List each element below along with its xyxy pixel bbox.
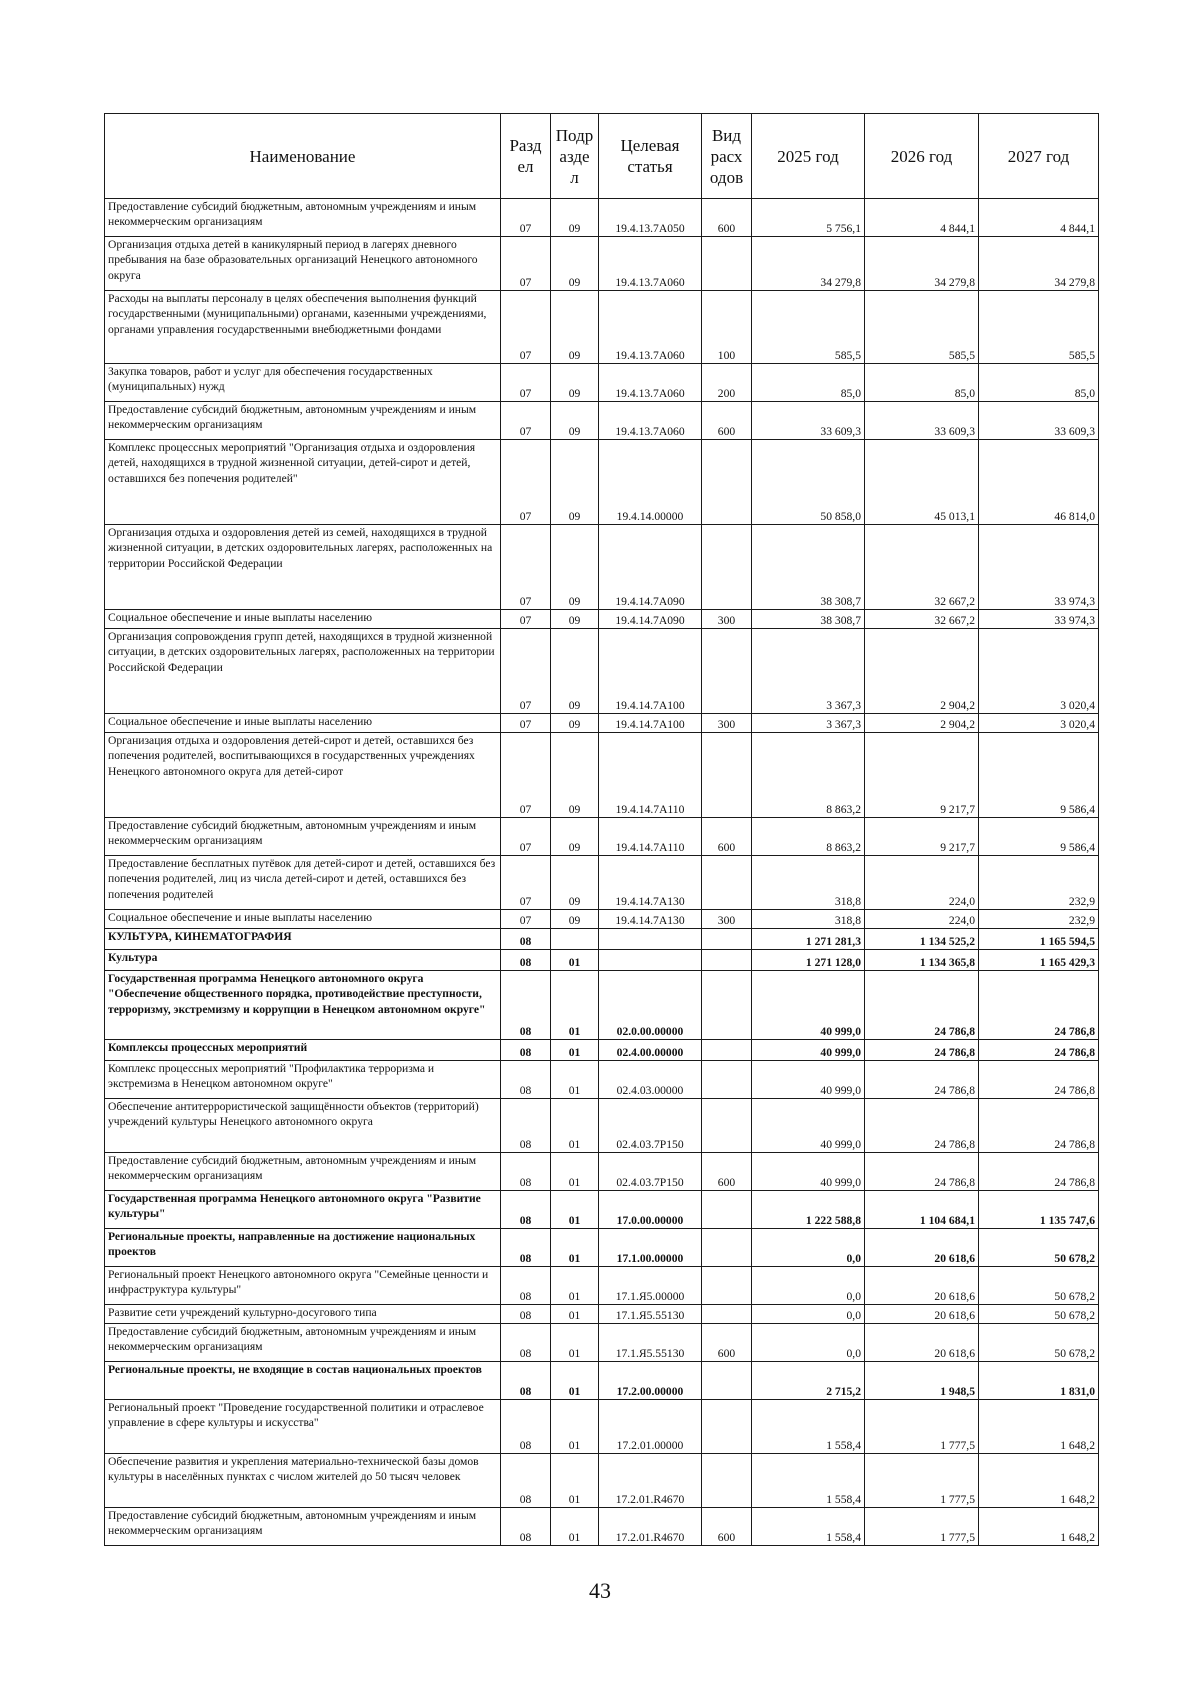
row-expense-type: 600 (702, 199, 752, 237)
row-subsection: 09 (551, 291, 599, 364)
row-name: Социальное обеспечение и иные выплаты населению (105, 610, 501, 629)
row-value-2025: 8 863,2 (752, 818, 865, 856)
row-value-2025: 8 863,2 (752, 733, 865, 818)
row-expense-type: 300 (702, 610, 752, 629)
table-row (105, 291, 1099, 364)
row-subsection: 09 (551, 610, 599, 629)
row-target-article: 19.4.13.7А060 (599, 291, 702, 364)
row-expense-type (702, 1191, 752, 1229)
row-expense-type: 600 (702, 1508, 752, 1546)
row-value-2027: 9 586,4 (979, 818, 1099, 856)
row-section: 08 (501, 1454, 551, 1508)
row-value-2026: 1 134 525,2 (865, 929, 979, 950)
row-expense-type: 600 (702, 1153, 752, 1191)
table-header-row (105, 114, 1099, 199)
row-value-2027: 24 786,8 (979, 1099, 1099, 1153)
row-expense-type (702, 1305, 752, 1324)
row-value-2025: 1 558,4 (752, 1400, 865, 1454)
table-row (105, 199, 1099, 237)
row-name: Региональный проект Ненецкого автономного округа "Семейные ценности и инфраструктура культуры" (105, 1267, 501, 1305)
header-year-2025: 2025 год (752, 114, 865, 199)
row-expense-type: 300 (702, 714, 752, 733)
row-subsection: 01 (551, 1191, 599, 1229)
row-section: 07 (501, 364, 551, 402)
row-target-article: 02.4.00.00000 (599, 1040, 702, 1061)
row-target-article: 19.4.14.7А100 (599, 714, 702, 733)
table-row (105, 1153, 1099, 1191)
row-value-2025: 40 999,0 (752, 1061, 865, 1099)
row-subsection: 09 (551, 199, 599, 237)
header-expense-type: Вид расх одов (702, 114, 752, 199)
table-row (105, 1508, 1099, 1546)
row-target-article: 19.4.13.7А060 (599, 402, 702, 440)
row-expense-type (702, 856, 752, 910)
row-value-2027: 585,5 (979, 291, 1099, 364)
row-target-article: 19.4.13.7А060 (599, 237, 702, 291)
row-subsection: 01 (551, 1267, 599, 1305)
row-value-2027: 24 786,8 (979, 1153, 1099, 1191)
row-value-2026: 1 777,5 (865, 1508, 979, 1546)
row-expense-type: 200 (702, 364, 752, 402)
row-value-2025: 3 367,3 (752, 714, 865, 733)
row-name: Организация отдыха и оздоровления детей-сирот и детей, оставшихся без попечения родителей, воспитывающихся в государственных учреждениях Ненецкого автономного округа для детей-сирот (105, 733, 501, 818)
row-subsection: 09 (551, 629, 599, 714)
row-target-article: 17.1.Я5.00000 (599, 1267, 702, 1305)
table-row (105, 950, 1099, 971)
row-value-2025: 318,8 (752, 910, 865, 929)
table-row (105, 1191, 1099, 1229)
row-subsection: 09 (551, 714, 599, 733)
row-subsection: 01 (551, 1362, 599, 1400)
row-value-2027: 24 786,8 (979, 1061, 1099, 1099)
table-row (105, 1040, 1099, 1061)
row-target-article: 19.4.14.7А110 (599, 818, 702, 856)
row-subsection: 09 (551, 525, 599, 610)
table-row (105, 1362, 1099, 1400)
row-subsection: 01 (551, 1061, 599, 1099)
row-value-2027: 9 586,4 (979, 733, 1099, 818)
row-expense-type (702, 1061, 752, 1099)
row-value-2026: 24 786,8 (865, 1099, 979, 1153)
budget-table (104, 113, 1099, 1546)
row-name: Организация отдыха детей в каникулярный период в лагерях дневного пребывания на базе образовательных организаций Ненецкого автономного округа (105, 237, 501, 291)
table-row (105, 856, 1099, 910)
row-name: Государственная программа Ненецкого автономного округа "Обеспечение общественного порядка, противодействие преступности, терроризму, экстремизму и коррупции в Ненецком автономном округе" (105, 971, 501, 1040)
row-name: Предоставление субсидий бюджетным, автономным учреждениям и иным некоммерческим организациям (105, 818, 501, 856)
row-name: Социальное обеспечение и иные выплаты населению (105, 910, 501, 929)
row-subsection (551, 929, 599, 950)
row-section: 07 (501, 402, 551, 440)
row-value-2027: 232,9 (979, 856, 1099, 910)
row-value-2026: 224,0 (865, 910, 979, 929)
row-section: 08 (501, 1305, 551, 1324)
row-name: Предоставление субсидий бюджетным, автономным учреждениям и иным некоммерческим организациям (105, 1508, 501, 1546)
table-row (105, 714, 1099, 733)
row-name: Комплексы процессных мероприятий (105, 1040, 501, 1061)
row-value-2025: 40 999,0 (752, 971, 865, 1040)
table-row (105, 1267, 1099, 1305)
row-name: Предоставление субсидий бюджетным, автономным учреждениям и иным некоммерческим организациям (105, 199, 501, 237)
table-row (105, 610, 1099, 629)
row-target-article: 19.4.14.00000 (599, 440, 702, 525)
row-value-2025: 1 271 281,3 (752, 929, 865, 950)
row-target-article: 17.2.00.00000 (599, 1362, 702, 1400)
row-target-article: 02.0.00.00000 (599, 971, 702, 1040)
header-section: Разд ел (501, 114, 551, 199)
row-target-article: 19.4.14.7А100 (599, 629, 702, 714)
row-target-article (599, 929, 702, 950)
table-row (105, 1305, 1099, 1324)
table-row (105, 910, 1099, 929)
row-subsection: 09 (551, 818, 599, 856)
table-row (105, 733, 1099, 818)
row-value-2025: 318,8 (752, 856, 865, 910)
row-value-2025: 3 367,3 (752, 629, 865, 714)
row-target-article: 19.4.14.7А090 (599, 610, 702, 629)
row-expense-type (702, 1362, 752, 1400)
row-value-2027: 33 974,3 (979, 610, 1099, 629)
header-name: Наименование (105, 114, 501, 199)
row-value-2025: 2 715,2 (752, 1362, 865, 1400)
row-target-article: 19.4.14.7А090 (599, 525, 702, 610)
row-section: 08 (501, 1229, 551, 1267)
row-name: Предоставление субсидий бюджетным, автономным учреждениям и иным некоммерческим организациям (105, 402, 501, 440)
row-name: Обеспечение антитеррористической защищённости объектов (территорий) учреждений культуры Ненецкого автономного округа (105, 1099, 501, 1153)
row-expense-type (702, 929, 752, 950)
row-section: 07 (501, 733, 551, 818)
row-expense-type: 600 (702, 1324, 752, 1362)
row-expense-type (702, 1400, 752, 1454)
row-subsection: 01 (551, 1324, 599, 1362)
row-value-2027: 232,9 (979, 910, 1099, 929)
row-value-2025: 1 558,4 (752, 1454, 865, 1508)
row-value-2027: 3 020,4 (979, 714, 1099, 733)
row-name: Социальное обеспечение и иные выплаты населению (105, 714, 501, 733)
row-expense-type: 600 (702, 402, 752, 440)
row-expense-type: 300 (702, 910, 752, 929)
row-value-2026: 224,0 (865, 856, 979, 910)
row-section: 08 (501, 929, 551, 950)
row-subsection: 09 (551, 237, 599, 291)
row-value-2025: 0,0 (752, 1229, 865, 1267)
header-subsection: Подр азде л (551, 114, 599, 199)
row-value-2027: 46 814,0 (979, 440, 1099, 525)
row-value-2027: 1 165 429,3 (979, 950, 1099, 971)
row-name: КУЛЬТУРА, КИНЕМАТОГРАФИЯ (105, 929, 501, 950)
row-value-2027: 34 279,8 (979, 237, 1099, 291)
row-expense-type: 100 (702, 291, 752, 364)
row-value-2025: 0,0 (752, 1324, 865, 1362)
row-value-2025: 34 279,8 (752, 237, 865, 291)
row-name: Комплекс процессных мероприятий "Организация отдыха и оздоровления детей, находящихся в трудной жизненной ситуации, детей-сирот и детей, оставшихся без попечения родителей" (105, 440, 501, 525)
row-value-2026: 9 217,7 (865, 818, 979, 856)
row-value-2025: 38 308,7 (752, 525, 865, 610)
table-row (105, 629, 1099, 714)
row-subsection: 09 (551, 402, 599, 440)
row-name: Предоставление субсидий бюджетным, автономным учреждениям и иным некоммерческим организациям (105, 1153, 501, 1191)
table-row (105, 1454, 1099, 1508)
row-value-2025: 1 558,4 (752, 1508, 865, 1546)
row-subsection: 09 (551, 440, 599, 525)
row-value-2026: 1 948,5 (865, 1362, 979, 1400)
row-value-2025: 40 999,0 (752, 1153, 865, 1191)
row-value-2027: 1 165 594,5 (979, 929, 1099, 950)
row-value-2026: 32 667,2 (865, 610, 979, 629)
row-expense-type (702, 1229, 752, 1267)
row-expense-type (702, 1267, 752, 1305)
row-section: 07 (501, 714, 551, 733)
row-subsection: 01 (551, 1099, 599, 1153)
row-name: Обеспечение развития и укрепления материально-технической базы домов культуры в населённых пунктах с числом жителей до 50 тысяч человек (105, 1454, 501, 1508)
row-section: 07 (501, 818, 551, 856)
row-subsection: 01 (551, 1454, 599, 1508)
row-value-2026: 24 786,8 (865, 1061, 979, 1099)
table-row (105, 440, 1099, 525)
row-target-article: 02.4.03.7Р150 (599, 1153, 702, 1191)
row-value-2027: 1 648,2 (979, 1454, 1099, 1508)
row-section: 08 (501, 1061, 551, 1099)
row-expense-type (702, 525, 752, 610)
row-name: Комплекс процессных мероприятий "Профилактика терроризма и экстремизма в Ненецком автономном округе" (105, 1061, 501, 1099)
header-year-2027: 2027 год (979, 114, 1099, 199)
row-subsection: 01 (551, 1305, 599, 1324)
row-value-2026: 45 013,1 (865, 440, 979, 525)
row-value-2025: 585,5 (752, 291, 865, 364)
table-row (105, 1229, 1099, 1267)
row-name: Региональные проекты, направленные на достижение национальных проектов (105, 1229, 501, 1267)
row-value-2025: 0,0 (752, 1305, 865, 1324)
row-value-2026: 2 904,2 (865, 629, 979, 714)
table-row (105, 1061, 1099, 1099)
row-value-2027: 33 609,3 (979, 402, 1099, 440)
table-row (105, 971, 1099, 1040)
row-value-2026: 1 104 684,1 (865, 1191, 979, 1229)
row-value-2025: 1 222 588,8 (752, 1191, 865, 1229)
row-expense-type: 600 (702, 818, 752, 856)
row-target-article: 19.4.14.7А110 (599, 733, 702, 818)
row-name: Культура (105, 950, 501, 971)
row-subsection: 09 (551, 364, 599, 402)
row-value-2026: 20 618,6 (865, 1229, 979, 1267)
row-name: Государственная программа Ненецкого автономного округа "Развитие культуры" (105, 1191, 501, 1229)
row-expense-type (702, 1099, 752, 1153)
row-section: 08 (501, 971, 551, 1040)
row-name: Закупка товаров, работ и услуг для обеспечения государственных (муниципальных) нужд (105, 364, 501, 402)
row-value-2026: 20 618,6 (865, 1305, 979, 1324)
row-value-2026: 1 777,5 (865, 1454, 979, 1508)
row-value-2027: 50 678,2 (979, 1267, 1099, 1305)
row-section: 07 (501, 610, 551, 629)
row-subsection: 01 (551, 971, 599, 1040)
row-section: 08 (501, 1324, 551, 1362)
row-section: 07 (501, 199, 551, 237)
row-section: 08 (501, 1362, 551, 1400)
row-name: Организация отдыха и оздоровления детей из семей, находящихся в трудной жизненной ситуации, в детских оздоровительных лагерях, расположенных на территории Российской Федерации (105, 525, 501, 610)
row-value-2026: 33 609,3 (865, 402, 979, 440)
row-section: 08 (501, 1153, 551, 1191)
row-target-article: 17.2.01.R4670 (599, 1508, 702, 1546)
row-name: Организация сопровождения групп детей, находящихся в трудной жизненной ситуации, в детских оздоровительных лагерях, расположенных на территории Российской Федерации (105, 629, 501, 714)
table-row (105, 818, 1099, 856)
row-target-article: 17.2.01.R4670 (599, 1454, 702, 1508)
table-row (105, 1324, 1099, 1362)
row-value-2026: 24 786,8 (865, 1153, 979, 1191)
row-value-2026: 24 786,8 (865, 971, 979, 1040)
row-section: 08 (501, 1099, 551, 1153)
row-value-2026: 1 134 365,8 (865, 950, 979, 971)
row-subsection: 01 (551, 1508, 599, 1546)
row-value-2026: 585,5 (865, 291, 979, 364)
row-value-2025: 40 999,0 (752, 1040, 865, 1061)
row-section: 07 (501, 910, 551, 929)
row-subsection: 01 (551, 1153, 599, 1191)
page-number: 43 (589, 1578, 611, 1603)
header-year-2026: 2026 год (865, 114, 979, 199)
row-value-2027: 4 844,1 (979, 199, 1099, 237)
table-row (105, 929, 1099, 950)
row-value-2026: 9 217,7 (865, 733, 979, 818)
row-expense-type (702, 1040, 752, 1061)
row-target-article: 19.4.13.7А050 (599, 199, 702, 237)
row-target-article (599, 950, 702, 971)
row-section: 08 (501, 1191, 551, 1229)
table-row (105, 1099, 1099, 1153)
row-value-2026: 32 667,2 (865, 525, 979, 610)
row-value-2027: 1 648,2 (979, 1400, 1099, 1454)
row-value-2027: 50 678,2 (979, 1305, 1099, 1324)
row-value-2027: 50 678,2 (979, 1229, 1099, 1267)
row-section: 08 (501, 1508, 551, 1546)
row-value-2025: 1 271 128,0 (752, 950, 865, 971)
row-section: 07 (501, 237, 551, 291)
row-value-2027: 24 786,8 (979, 971, 1099, 1040)
row-name: Расходы на выплаты персоналу в целях обеспечения выполнения функций государственными (муниципальными) органами, казенными учреждениями, органами управления государственными внебюджетными фондами (105, 291, 501, 364)
row-section: 08 (501, 950, 551, 971)
row-value-2027: 1 135 747,6 (979, 1191, 1099, 1229)
row-value-2027: 33 974,3 (979, 525, 1099, 610)
row-value-2027: 50 678,2 (979, 1324, 1099, 1362)
row-value-2026: 24 786,8 (865, 1040, 979, 1061)
row-value-2026: 85,0 (865, 364, 979, 402)
row-subsection: 01 (551, 950, 599, 971)
row-name: Предоставление бесплатных путёвок для детей-сирот и детей, оставшихся без попечения родителей, лиц из числа детей-сирот и детей, оставшихся без попечения родителей (105, 856, 501, 910)
row-target-article: 02.4.03.7Р150 (599, 1099, 702, 1153)
row-value-2025: 5 756,1 (752, 199, 865, 237)
row-expense-type (702, 629, 752, 714)
row-value-2027: 85,0 (979, 364, 1099, 402)
row-subsection: 09 (551, 856, 599, 910)
table-row (105, 237, 1099, 291)
row-target-article: 17.1.Я5.55130 (599, 1305, 702, 1324)
row-value-2025: 85,0 (752, 364, 865, 402)
header-target-article: Целевая статья (599, 114, 702, 199)
row-expense-type (702, 1454, 752, 1508)
row-target-article: 19.4.14.7А130 (599, 910, 702, 929)
table-row (105, 525, 1099, 610)
row-value-2027: 1 648,2 (979, 1508, 1099, 1546)
row-expense-type (702, 440, 752, 525)
row-value-2026: 20 618,6 (865, 1324, 979, 1362)
row-expense-type (702, 971, 752, 1040)
row-section: 08 (501, 1267, 551, 1305)
table-row (105, 364, 1099, 402)
row-section: 08 (501, 1040, 551, 1061)
row-value-2025: 40 999,0 (752, 1099, 865, 1153)
row-section: 07 (501, 525, 551, 610)
row-section: 07 (501, 440, 551, 525)
row-subsection: 01 (551, 1400, 599, 1454)
row-value-2026: 34 279,8 (865, 237, 979, 291)
row-name: Региональные проекты, не входящие в состав национальных проектов (105, 1362, 501, 1400)
row-section: 08 (501, 1400, 551, 1454)
row-target-article: 19.4.13.7А060 (599, 364, 702, 402)
row-value-2026: 2 904,2 (865, 714, 979, 733)
row-expense-type (702, 237, 752, 291)
table-body (105, 199, 1099, 1546)
table-row (105, 402, 1099, 440)
row-name: Развитие сети учреждений культурно-досугового типа (105, 1305, 501, 1324)
row-value-2026: 20 618,6 (865, 1267, 979, 1305)
row-name: Региональный проект "Проведение государственной политики и отраслевое управление в сфере культуры и искусства" (105, 1400, 501, 1454)
row-value-2025: 38 308,7 (752, 610, 865, 629)
row-target-article: 02.4.03.00000 (599, 1061, 702, 1099)
row-value-2027: 3 020,4 (979, 629, 1099, 714)
row-name: Предоставление субсидий бюджетным, автономным учреждениям и иным некоммерческим организациям (105, 1324, 501, 1362)
row-value-2027: 24 786,8 (979, 1040, 1099, 1061)
row-section: 07 (501, 629, 551, 714)
row-target-article: 19.4.14.7А130 (599, 856, 702, 910)
row-value-2026: 4 844,1 (865, 199, 979, 237)
row-subsection: 01 (551, 1229, 599, 1267)
row-expense-type (702, 950, 752, 971)
row-target-article: 17.0.00.00000 (599, 1191, 702, 1229)
row-subsection: 01 (551, 1040, 599, 1061)
row-section: 07 (501, 291, 551, 364)
row-expense-type (702, 733, 752, 818)
row-value-2025: 50 858,0 (752, 440, 865, 525)
table-row (105, 1400, 1099, 1454)
row-value-2026: 1 777,5 (865, 1400, 979, 1454)
row-subsection: 09 (551, 910, 599, 929)
row-section: 07 (501, 856, 551, 910)
row-value-2025: 0,0 (752, 1267, 865, 1305)
row-value-2025: 33 609,3 (752, 402, 865, 440)
row-target-article: 17.1.Я5.55130 (599, 1324, 702, 1362)
row-value-2027: 1 831,0 (979, 1362, 1099, 1400)
row-target-article: 17.2.01.00000 (599, 1400, 702, 1454)
row-subsection: 09 (551, 733, 599, 818)
row-target-article: 17.1.00.00000 (599, 1229, 702, 1267)
